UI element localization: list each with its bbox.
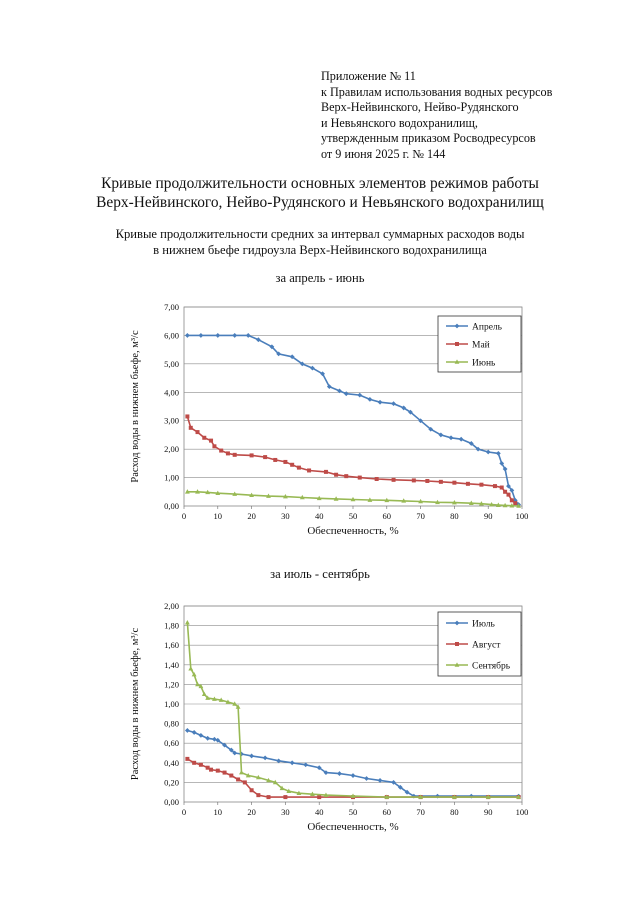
data-point [506,493,510,497]
data-point [185,757,189,761]
data-point [216,769,220,773]
legend [438,316,521,372]
x-tick-label: 20 [247,511,256,521]
data-point [317,795,321,799]
data-point [267,795,271,799]
data-point [223,771,227,775]
x-tick-label: 100 [515,807,529,817]
y-tick-label: 5,00 [164,358,179,369]
x-tick-label: 40 [314,511,324,521]
y-tick-label: 1,60 [164,640,179,651]
data-point [334,473,338,477]
data-point [209,439,213,443]
data-point [209,768,213,772]
x-tick-label: 70 [416,511,425,521]
data-point [196,430,200,434]
data-point [243,780,247,784]
document-subtitle [0,227,640,258]
x-tick-label: 20 [247,807,256,817]
x-axis-title: Обеспеченность, % [307,525,399,537]
x-tick-label: 10 [213,807,223,817]
data-point [358,476,362,480]
data-point [189,426,193,430]
data-point [219,449,223,453]
legend-label: Июль [472,619,495,630]
legend-label: Июнь [472,358,496,369]
x-tick-label: 60 [382,511,392,521]
x-tick-label: 40 [314,807,324,817]
y-tick-label: 1,40 [164,659,179,670]
y-tick-label: 0,80 [164,718,179,729]
y-axis-title: Расход воды в нижнем бьефе, м³/с [130,627,141,781]
data-point [233,453,237,457]
data-point [307,468,311,472]
data-point [297,466,301,470]
chart-svg [124,598,534,842]
data-point [375,477,379,481]
data-point [290,463,294,467]
y-tick-label: 6,00 [164,330,179,341]
y-tick-label: 1,20 [164,679,179,690]
y-tick-label: 0,40 [164,757,179,768]
legend-label: Сентябрь [472,661,511,672]
y-tick-label: 1,00 [164,472,179,483]
y-tick-label: 2,00 [164,444,179,455]
y-tick-label: 4,00 [164,387,179,398]
data-point [250,453,254,457]
data-point [452,481,456,485]
appendix-line: и Невьянского водохранилищ, [321,115,478,130]
appendix-header [321,69,552,163]
subtitle-line: Кривые продолжительности средних за интервал суммарных расходов воды [115,227,525,241]
y-tick-label: 0,20 [164,777,179,788]
data-point [283,460,287,464]
legend-marker [455,642,459,646]
appendix-line: от 9 июня 2025 г. № 144 [321,146,446,161]
legend [438,612,521,676]
appendix-line: Верх-Нейвинского, Нейво-Рудянского [321,100,519,115]
legend-label: Май [472,340,490,351]
y-tick-label: 1,00 [164,699,179,709]
appendix-line: утвержденным приказом Росводресурсов [321,131,536,146]
x-axis-title: Обеспеченность, % [307,821,399,833]
x-tick-label: 30 [281,511,290,521]
x-tick-label: 80 [450,807,459,817]
data-point [212,444,216,448]
data-point [226,451,230,455]
data-point [466,482,470,486]
data-point [236,777,240,781]
data-point [479,483,483,487]
y-tick-label: 1,80 [164,620,179,631]
x-tick-label: 100 [515,511,529,521]
data-point [199,763,203,767]
data-point [256,793,260,797]
subtitle-line: в нижнем бьефе гидроузла Верх-Нейвинского водохранилища [153,242,487,257]
data-point [344,474,348,478]
data-point [192,761,196,765]
x-tick-label: 0 [181,511,187,521]
y-tick-label: 0,00 [164,501,179,511]
data-point [513,501,517,505]
x-tick-label: 60 [382,807,392,817]
data-point [229,774,233,778]
appendix-line: Приложение № 11 [321,69,416,83]
x-tick-label: 90 [483,511,493,521]
data-point [392,478,396,482]
legend-label: Апрель [472,322,502,333]
data-point [412,478,416,482]
data-point [439,480,443,484]
x-tick-label: 70 [416,807,425,817]
data-point [500,486,504,490]
title-line: Верх-Нейвинского, Нейво-Рудянского и Невьянского водохранилищ [96,194,544,211]
data-point [425,479,429,483]
data-point [202,436,206,440]
period-label-april-june: за апрель - июнь [275,271,365,285]
legend-label: Август [472,640,501,651]
appendix-line: к Правилам использования водных ресурсов [321,84,553,99]
document-title [0,174,640,212]
chart-april-june [124,296,534,542]
x-tick-label: 10 [213,511,223,521]
y-tick-label: 3,00 [164,415,179,426]
data-point [263,455,267,459]
chart-svg [124,296,534,542]
y-tick-label: 0,00 [164,797,179,807]
data-point [273,458,277,462]
data-point [493,484,497,488]
data-point [185,414,189,418]
x-tick-label: 50 [348,807,358,817]
chart-july-september [124,598,534,842]
y-tick-label: 2,00 [164,601,179,611]
period-label-july-september: за июль - сентябрь [270,567,370,581]
data-point [283,795,287,799]
x-tick-label: 90 [483,807,493,817]
y-tick-label: 7,00 [164,302,179,312]
x-tick-label: 80 [450,511,459,521]
x-tick-label: 30 [281,807,290,817]
data-point [324,470,328,474]
y-axis-title: Расход воды в нижнем бьефе, м³/с [130,330,141,483]
x-tick-label: 0 [181,807,187,817]
title-line: Кривые продолжительности основных элементов режимов работы [101,175,539,192]
y-tick-label: 0,60 [164,738,179,749]
legend-marker [455,342,459,346]
data-point [250,788,254,792]
x-tick-label: 50 [348,511,358,521]
